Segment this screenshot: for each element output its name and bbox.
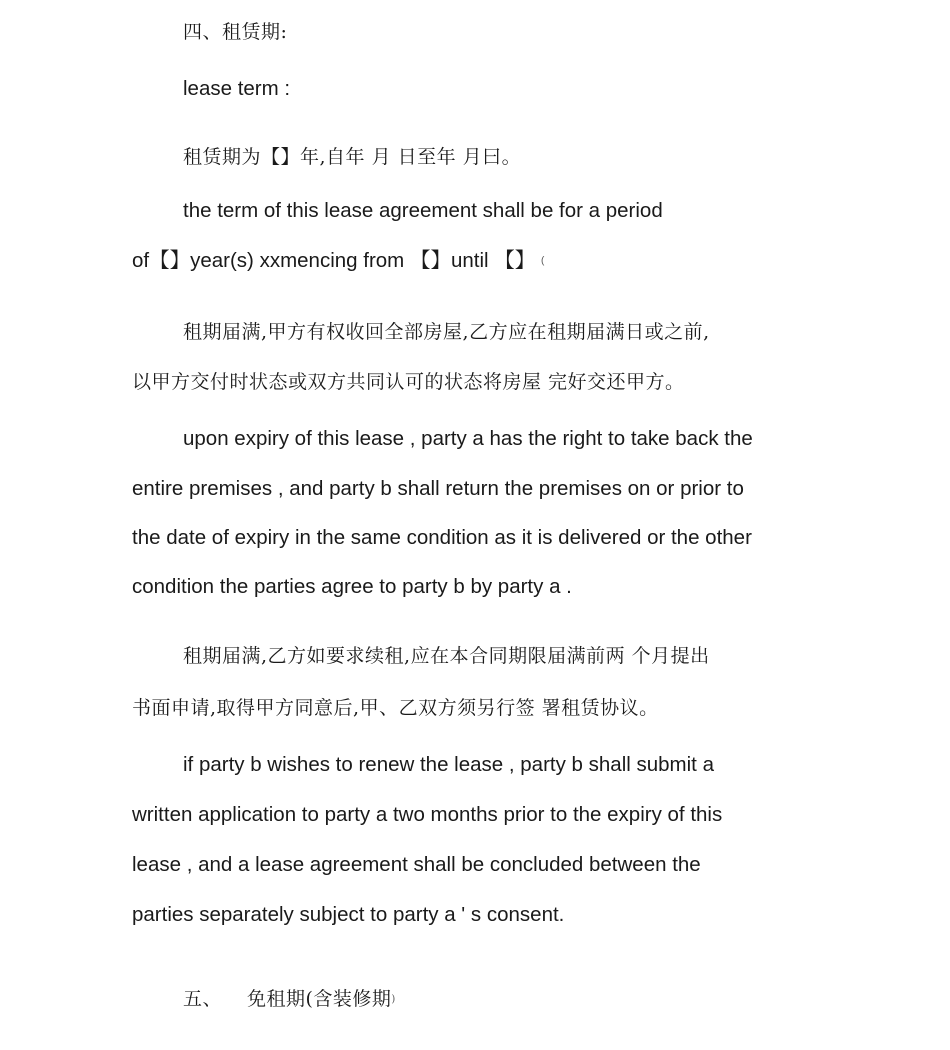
renewal-paragraph-en-line-4: parties separately subject to party a ' s consent.: [132, 903, 565, 926]
expiry-paragraph-en-line-2: entire premises , and party b shall return the premises on or prior to: [132, 477, 744, 500]
term-paragraph-en-line-2: [132, 251, 544, 272]
section-5-title-tail: ): [391, 994, 396, 1005]
section-4-heading-zh: 四、租赁期:: [183, 21, 288, 43]
section-5-title: 免租期(含装修期: [247, 988, 392, 1010]
term-en-line-2-tail: (: [540, 255, 545, 267]
expiry-paragraph-en-line-4: condition the parties agree to party b by party a .: [132, 575, 572, 598]
term-paragraph-zh: 租赁期为【】年,自年 月 日至年 月曰。: [183, 146, 522, 168]
section-5-number: 五、: [183, 988, 223, 1010]
expiry-paragraph-zh-line-2: 以甲方交付时状态或双方共同认可的状态将房屋 完好交还甲方。: [132, 371, 685, 393]
renewal-paragraph-en-line-3: lease , and a lease agreement shall be concluded between the: [132, 853, 701, 876]
renewal-paragraph-zh-line-1: 租期届满,乙方如要求续租,应在本合同期限届满前两 个月提出: [183, 645, 710, 667]
renewal-paragraph-en-line-2: written application to party a two months prior to the expiry of this: [132, 803, 723, 826]
section-5-heading: [247, 990, 396, 1009]
term-paragraph-en-line-1: the term of this lease agreement shall be for a period: [183, 199, 663, 222]
expiry-paragraph-en-line-1: upon expiry of this lease , party a has the right to take back the: [183, 427, 753, 450]
expiry-paragraph-en-line-3: the date of expiry in the same condition as it is delivered or the other: [132, 526, 752, 549]
term-en-line-2-text: of【】year(s) xxmencing from 【】until 【】: [132, 249, 536, 272]
expiry-paragraph-zh-line-1: 租期届满,甲方有权收回全部房屋,乙方应在租期届满日或之前,: [183, 321, 710, 343]
renewal-paragraph-zh-line-2: 书面申请,取得甲方同意后,甲、乙双方须另行签 署租赁协议。: [132, 697, 659, 719]
renewal-paragraph-en-line-1: if party b wishes to renew the lease , party b shall submit a: [183, 753, 714, 776]
section-4-heading-en: lease term :: [183, 77, 291, 100]
